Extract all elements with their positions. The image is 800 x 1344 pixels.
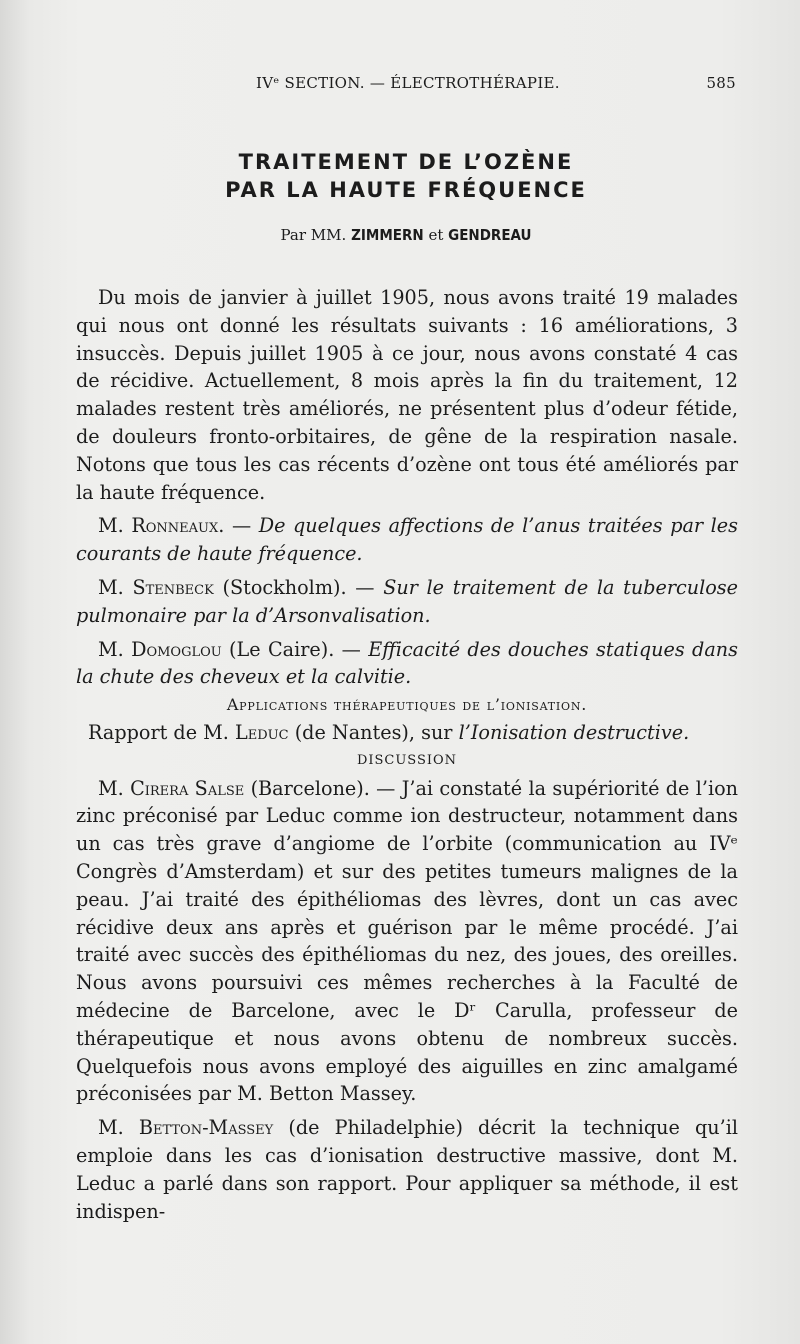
speaker-name: Betton-Massey	[138, 1116, 274, 1140]
rapport-middle: (de Nantes), sur	[288, 720, 459, 744]
dash-separator: . —	[328, 637, 361, 661]
article-authors	[76, 226, 736, 244]
speaker-place: (de Philadelphie)	[273, 1116, 479, 1140]
speaker-place: (Stockholm)	[213, 575, 341, 599]
rapport-author: Leduc	[235, 720, 289, 744]
speaker-place: (Barcelone). —	[244, 776, 402, 800]
communication-paragraph	[76, 574, 738, 630]
communication-title: Efficacité des douches statiques dans la chute des cheveux et la calvitie.	[76, 637, 738, 689]
communication-title: Sur le traitement de la tuberculose pulmonaire par la d’Arsonvalisation.	[76, 575, 739, 627]
rapport-prefix: Rapport de M.	[88, 720, 229, 744]
speaker-name: Stenbeck	[132, 575, 214, 599]
authors-prefix: Par MM.	[280, 226, 347, 244]
communication-title: De quelques affections de l’anus traitées par les courants de haute fréquence.	[76, 514, 738, 566]
speaker-name: Ronneaux	[131, 514, 219, 538]
speaker-place: (Le Caire)	[221, 637, 329, 661]
page-number: 585	[706, 74, 736, 92]
discussion-heading: DISCUSSION	[356, 752, 458, 768]
author-name: GENDREAU	[448, 226, 532, 244]
discussion-paragraph	[76, 1114, 738, 1225]
speaker-name: Domoglou	[131, 637, 222, 661]
section-heading: Applications thérapeutiques de l’ionisation.	[226, 695, 588, 715]
author-name: ZIMMERN	[351, 226, 424, 244]
article-body	[76, 284, 738, 1225]
communication-paragraph	[76, 512, 738, 568]
speaker-title: M.	[98, 514, 124, 538]
speaker-title: M.	[98, 637, 124, 661]
discussion-text: J’ai constaté la supériorité de l’ion zinc préconisé par Leduc comme ion destructeur, notamment dans un cas très grave d’angiome de l’orbite (communication au IVᵉ Congrès d’Amsterdam) et sur des petites tumeurs malignes de la peau. J’ai traité des épithéliomas des lèvres, dont un cas avec récidive deux ans après et guérison par le même procédé. J’ai traité avec succès des épithéliomas du nez, des joues, des oreilles. Nous avons poursuivi ces mêmes recherches à la Faculté de médecine de Barcelone, avec le Dʳ Carulla, professeur de thérapeutique et nous avons obtenu de nombreux succès. Quelquefois nous avons employé des aiguilles en zinc amalgamé préconisées par M. Betton Massey.	[76, 776, 738, 1106]
running-title: IVᵉ SECTION. — ÉLECTROTHÉRAPIE.	[256, 74, 560, 92]
article-title-line-2: PAR LA HAUTE FRÉQUENCE	[225, 178, 587, 202]
rapport-line	[76, 719, 738, 747]
discussion-text: décrit la technique qu’il emploie dans les cas d’ionisation destructive massive, dont M. Leduc a parlé dans son rapport. Pour appliquer sa méthode, il est indispen-	[76, 1116, 738, 1223]
authors-conjunction: et	[428, 226, 444, 244]
communication-paragraph	[76, 636, 738, 692]
speaker-title: M.	[98, 1116, 124, 1140]
article-title-line-1: TRAITEMENT DE L’OZÈNE	[238, 150, 574, 174]
speaker-title: M.	[98, 776, 124, 800]
discussion-paragraph	[76, 775, 738, 1109]
intro-paragraph: Du mois de janvier à juillet 1905, nous avons traité 19 malades qui nous ont donné les résultats suivants : 16 améliorations, 3 insuccès. Depuis juillet 1905 à ce jour, nous avons constaté 4 cas de récidive. Actuellement, 8 mois après la fin du traitement, 12 malades restent très améliorés, ne présentent plus d’odeur fétide, de douleurs fronto-orbitaires, de gêne de la respiration nasale. Notons que tous les cas récents d’ozène ont tous été améliorés par la haute fréquence.	[76, 286, 738, 504]
dash-separator: . —	[218, 514, 252, 538]
page-header	[76, 74, 736, 98]
dash-separator: . —	[340, 575, 375, 599]
speaker-title: M.	[98, 575, 124, 599]
rapport-title: l’Ionisation destructive.	[458, 720, 690, 744]
speaker-name: Cirera Salse	[130, 776, 245, 800]
